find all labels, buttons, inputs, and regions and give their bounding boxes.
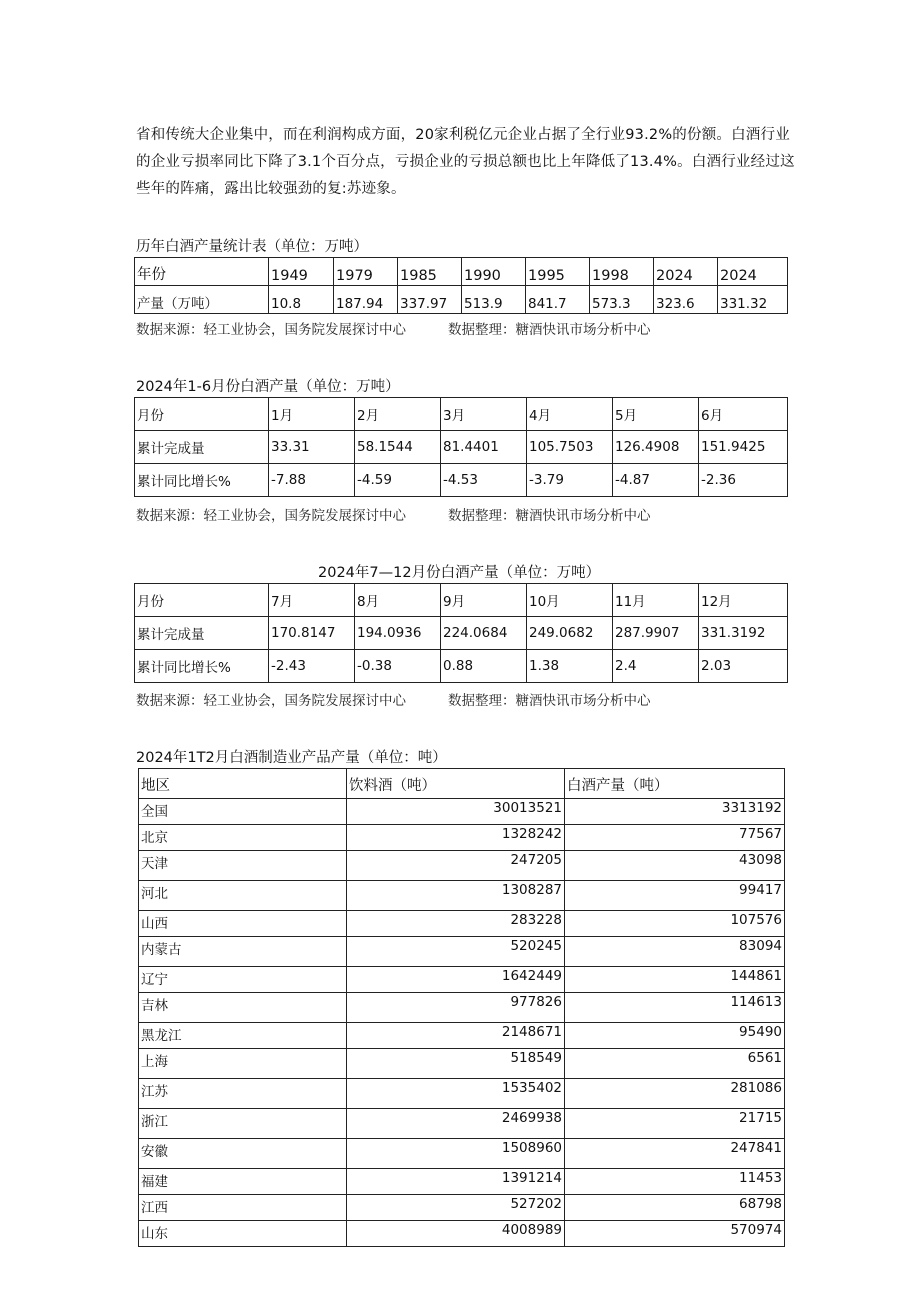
table-cell: 224.0684 [441, 617, 527, 650]
beverage-cell: 30013521 [347, 799, 565, 825]
table-row [139, 1023, 785, 1049]
table-cell: 194.0936 [355, 617, 441, 650]
table-cell: 1月 [269, 398, 355, 431]
h1-table-caption: 2024年1-6月份白酒产量（单位：万吨） [136, 379, 400, 395]
table-row [135, 617, 788, 650]
beverage-cell: 1508960 [347, 1139, 565, 1169]
beverage-cell: 4008989 [347, 1221, 565, 1247]
table-cell: 2024 [654, 258, 718, 286]
beverage-cell: 2148671 [347, 1023, 565, 1049]
table-row [139, 1195, 785, 1221]
beverage-cell: 1391214 [347, 1169, 565, 1195]
table-cell: 2.4 [613, 650, 699, 683]
baijiu-cell: 144861 [565, 967, 785, 993]
beverage-cell: 247205 [347, 851, 565, 881]
table-cell: 6月 [699, 398, 788, 431]
beverage-cell: 977826 [347, 993, 565, 1023]
source-label: 数据来源：轻工业协会，国务院发展探讨中心 [136, 508, 406, 524]
table-row [135, 650, 788, 683]
table-row [139, 1221, 785, 1247]
table-cell: 170.8147 [269, 617, 355, 650]
table-row [139, 967, 785, 993]
beverage-cell: 1642449 [347, 967, 565, 993]
table-row [139, 799, 785, 825]
table-row [135, 584, 788, 617]
table-cell: 7月 [269, 584, 355, 617]
table-cell: 331.3192 [699, 617, 788, 650]
table-cell: 10.8 [269, 286, 334, 314]
table-cell: 187.94 [334, 286, 398, 314]
region-cell: 吉林 [139, 993, 347, 1023]
table-row [135, 398, 788, 431]
table-cell: 151.9425 [699, 431, 788, 464]
table-cell: 1995 [526, 258, 590, 286]
table-cell: 地区 [139, 769, 347, 799]
table-cell: 1949 [269, 258, 334, 286]
table-cell: 年份 [135, 258, 269, 286]
source-note [136, 318, 651, 338]
baijiu-cell: 68798 [565, 1195, 785, 1221]
baijiu-cell: 11453 [565, 1169, 785, 1195]
annual-header-row [135, 258, 788, 286]
region-cell: 浙江 [139, 1109, 347, 1139]
region-cell: 山西 [139, 911, 347, 937]
table-cell: 2024 [718, 258, 788, 286]
table-cell: 573.3 [590, 286, 654, 314]
table-cell: 月份 [135, 584, 269, 617]
annual-value-row [135, 286, 788, 314]
table-cell: 1979 [334, 258, 398, 286]
beverage-cell: 527202 [347, 1195, 565, 1221]
source-label: 数据来源：轻工业协会，国务院发展探讨中心 [136, 322, 406, 338]
region-cell: 全国 [139, 799, 347, 825]
h1-production-table [134, 397, 788, 497]
baijiu-cell: 83094 [565, 937, 785, 967]
table-row [139, 825, 785, 851]
table-cell: -0.38 [355, 650, 441, 683]
table-cell: 105.7503 [527, 431, 613, 464]
source-note [136, 689, 651, 709]
table-cell: -4.53 [441, 464, 527, 497]
table-cell: 331.32 [718, 286, 788, 314]
table-cell: 249.0682 [527, 617, 613, 650]
beverage-cell: 1308287 [347, 881, 565, 911]
beverage-cell: 283228 [347, 911, 565, 937]
table-row [139, 1109, 785, 1139]
table-row [139, 851, 785, 881]
table-cell: 饮料酒（吨） [347, 769, 565, 799]
baijiu-cell: 95490 [565, 1023, 785, 1049]
table-cell: 2.03 [699, 650, 788, 683]
region-cell: 上海 [139, 1049, 347, 1079]
table-cell: -4.59 [355, 464, 441, 497]
table-row [139, 1169, 785, 1195]
source-label: 数据来源：轻工业协会，国务院发展探讨中心 [136, 693, 406, 709]
table-cell: 白酒产量（吨） [565, 769, 785, 799]
baijiu-cell: 570974 [565, 1221, 785, 1247]
region-cell: 安徽 [139, 1139, 347, 1169]
table-cell: 累计完成量 [135, 617, 269, 650]
table-cell: -3.79 [527, 464, 613, 497]
annual-production-table [134, 257, 788, 314]
table-cell: 产量（万吨） [135, 286, 269, 314]
baijiu-cell: 247841 [565, 1139, 785, 1169]
compiled-label: 数据整理：糖酒快讯市场分析中心 [448, 508, 651, 524]
table-row [139, 1079, 785, 1109]
table-row [139, 1049, 785, 1079]
table-cell: 513.9 [462, 286, 526, 314]
table-cell: 337.97 [398, 286, 462, 314]
region-cell: 北京 [139, 825, 347, 851]
table-cell: -7.88 [269, 464, 355, 497]
table-row [139, 911, 785, 937]
table-row [135, 464, 788, 497]
table-cell: 月份 [135, 398, 269, 431]
table-cell: -2.43 [269, 650, 355, 683]
baijiu-cell: 3313192 [565, 799, 785, 825]
beverage-cell: 2469938 [347, 1109, 565, 1139]
intro-paragraph: 省和传统大企业集中，而在利润构成方面，20家利税亿元企业占据了全行业93.2%的份额。白酒行业的企业亏损率同比下降了3.1个百分点，亏损企业的亏损总额也比上年降低了13.4%。白酒行业经过这些年的阵痛，露出比较强劲的复:苏迹象。 [136, 127, 795, 197]
region-cell: 江苏 [139, 1079, 347, 1109]
region-cell: 河北 [139, 881, 347, 911]
table-cell: 1990 [462, 258, 526, 286]
table-cell: 58.1544 [355, 431, 441, 464]
table-cell: 3月 [441, 398, 527, 431]
region-cell: 福建 [139, 1169, 347, 1195]
source-note [136, 504, 651, 524]
table-cell: 2月 [355, 398, 441, 431]
baijiu-cell: 114613 [565, 993, 785, 1023]
h2-production-table [134, 583, 788, 683]
table-cell: 4月 [527, 398, 613, 431]
table-cell: 0.88 [441, 650, 527, 683]
region-cell: 江西 [139, 1195, 347, 1221]
beverage-cell: 520245 [347, 937, 565, 967]
table-row [135, 431, 788, 464]
table-cell: 126.4908 [613, 431, 699, 464]
baijiu-cell: 99417 [565, 881, 785, 911]
region-cell: 内蒙古 [139, 937, 347, 967]
region-table-caption: 2024年1T2月白酒制造业产品产量（单位：吨） [136, 750, 447, 766]
table-cell: 1.38 [527, 650, 613, 683]
table-cell: 11月 [613, 584, 699, 617]
region-cell: 黑龙江 [139, 1023, 347, 1049]
region-cell: 山东 [139, 1221, 347, 1247]
table-row [139, 881, 785, 911]
baijiu-cell: 21715 [565, 1109, 785, 1139]
table-cell: 10月 [527, 584, 613, 617]
beverage-cell: 1535402 [347, 1079, 565, 1109]
table-cell: 287.9907 [613, 617, 699, 650]
beverage-cell: 1328242 [347, 825, 565, 851]
table-cell: 1998 [590, 258, 654, 286]
beverage-cell: 518549 [347, 1049, 565, 1079]
table-cell: 累计完成量 [135, 431, 269, 464]
region-production-table [138, 768, 785, 1247]
region-cell: 辽宁 [139, 967, 347, 993]
table-row [139, 993, 785, 1023]
table-cell: 33.31 [269, 431, 355, 464]
table-cell: 累计同比增长% [135, 464, 269, 497]
table-cell: 841.7 [526, 286, 590, 314]
baijiu-cell: 6561 [565, 1049, 785, 1079]
annual-table-caption: 历年白酒产量统计表（单位：万吨） [136, 239, 368, 255]
table-cell: 1985 [398, 258, 462, 286]
h2-table-caption: 2024年7—12月份白酒产量（单位：万吨） [318, 565, 601, 581]
baijiu-cell: 281086 [565, 1079, 785, 1109]
table-cell: -4.87 [613, 464, 699, 497]
table-cell: -2.36 [699, 464, 788, 497]
table-cell: 8月 [355, 584, 441, 617]
compiled-label: 数据整理：糖酒快讯市场分析中心 [448, 693, 651, 709]
table-cell: 累计同比增长% [135, 650, 269, 683]
table-cell: 12月 [699, 584, 788, 617]
baijiu-cell: 77567 [565, 825, 785, 851]
region-cell: 天津 [139, 851, 347, 881]
table-cell: 9月 [441, 584, 527, 617]
baijiu-cell: 107576 [565, 911, 785, 937]
table-cell: 323.6 [654, 286, 718, 314]
compiled-label: 数据整理：糖酒快讯市场分析中心 [448, 322, 651, 338]
table-cell: 81.4401 [441, 431, 527, 464]
table-row [139, 1139, 785, 1169]
baijiu-cell: 43098 [565, 851, 785, 881]
table-row [139, 937, 785, 967]
region-header-row [139, 769, 785, 799]
table-cell: 5月 [613, 398, 699, 431]
